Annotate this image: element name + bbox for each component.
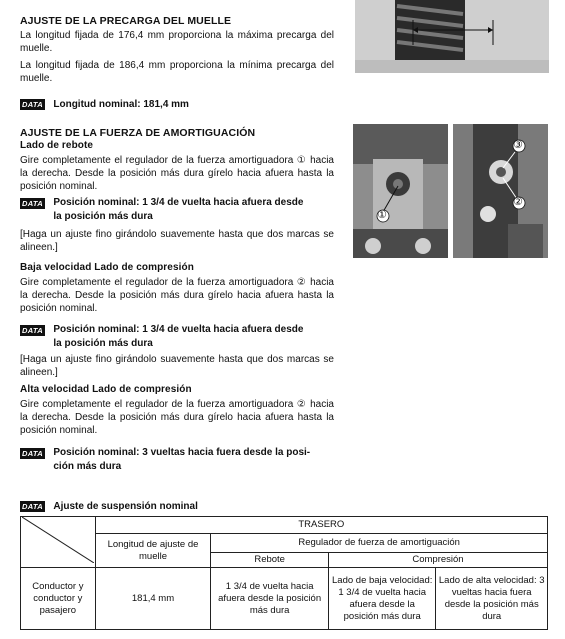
- alta-spec-line2: ción más dura: [53, 461, 122, 472]
- suspension-table: [20, 516, 548, 630]
- header-trasero: TRASERO: [95, 517, 547, 534]
- alta-spec-line1: Posición nominal: 3 vueltas hacia fuera desde la posi-: [53, 447, 311, 458]
- spring-photo: [355, 0, 549, 73]
- rebote-text: Gire completamente el regulador de la fuerza amortiguadora ① hacia la derecha. Desde la posición más dura gírelo hacia afuera hasta la posición nominal.: [20, 155, 334, 192]
- callout-1: ①: [377, 209, 387, 221]
- baja-text: Gire completamente el regulador de la fuerza amortiguadora ② hacia la derecha. Desde la posición más dura gírelo hacia afuera hasta la posición nominal.: [20, 277, 334, 314]
- spring-illustration: [355, 0, 549, 73]
- data-badge-icon: DATA: [22, 100, 43, 109]
- rebote-subtitle: Lado de rebote: [20, 140, 94, 151]
- diagonal-line: [22, 517, 94, 563]
- callout-3: ③: [513, 139, 523, 151]
- amortiguacion-title: AJUSTE DE LA FUERZA DE AMORTIGUACIÓN: [20, 127, 256, 139]
- precarga-text-2: La longitud fijada de 186,4 mm proporciona la mínima precarga del muelle.: [20, 60, 334, 84]
- data-badge-icon: DATA: [22, 326, 43, 335]
- precarga-spec-text: Longitud nominal: 181,4 mm: [53, 99, 189, 110]
- baja-spec-line2: la posición más dura: [53, 338, 153, 349]
- data-badge-icon: DATA: [22, 502, 43, 511]
- header-longitud: Longitud de ajuste de muelle: [95, 534, 211, 568]
- rebote-adjuster-illustration: [353, 124, 448, 258]
- callout-2: ②: [513, 196, 523, 208]
- alta-spec: [20, 446, 340, 474]
- cell-longitud: 181,4 mm: [95, 568, 211, 630]
- cell-alta: Lado de alta velocidad: 3 vueltas hacia fuera desde la posición más dura: [436, 568, 548, 630]
- precarga-title: AJUSTE DE LA PRECARGA DEL MUELLE: [20, 15, 232, 27]
- table-corner-cell: [21, 517, 96, 568]
- cell-baja: Lado de baja velocidad: 1 3/4 de vuelta hacia afuera desde la posición más dura: [328, 568, 435, 630]
- header-rebote: Rebote: [211, 553, 329, 568]
- compresion-adjuster-photo: [453, 124, 548, 258]
- precarga-spec: [20, 94, 189, 112]
- rebote-spec: [20, 196, 340, 224]
- tabla-title: Ajuste de suspensión nominal: [53, 501, 198, 512]
- alta-text: Gire completamente el regulador de la fuerza amortiguadora ② hacia la derecha. Desde la posición más dura gírelo hacia afuera hasta la posición nominal.: [20, 399, 334, 436]
- header-compresion: Compresión: [328, 553, 547, 568]
- alta-subtitle: Alta velocidad Lado de compresión: [20, 384, 192, 395]
- baja-spec: [20, 323, 340, 351]
- compresion-adjuster-illustration: [453, 124, 548, 258]
- baja-note: [Haga un ajuste fino girándolo suavemente hasta que dos marcas se alineen.]: [20, 354, 334, 378]
- baja-spec-line1: Posición nominal: 1 3/4 de vuelta hacia afuera desde: [53, 324, 304, 335]
- data-badge-icon: DATA: [22, 449, 43, 458]
- rebote-note: [Haga un ajuste fino girándolo suavemente hasta que dos marcas se alineen.]: [20, 229, 334, 253]
- precarga-text-1: La longitud fijada de 176,4 mm proporciona la máxima precarga del muelle.: [20, 30, 334, 54]
- rebote-spec-line2: la posición más dura: [53, 211, 153, 222]
- baja-subtitle: Baja velocidad Lado de compresión: [20, 262, 194, 273]
- tabla-heading: [20, 496, 198, 514]
- row-label: Conductor y conductor y pasajero: [21, 568, 96, 630]
- rebote-spec-line1: Posición nominal: 1 3/4 de vuelta hacia afuera desde: [53, 197, 304, 208]
- cell-rebote: 1 3/4 de vuelta hacia afuera desde la posición más dura: [211, 568, 329, 630]
- data-badge-icon: DATA: [22, 199, 43, 208]
- header-regulador: Regulador de fuerza de amortiguación: [211, 534, 548, 553]
- rebote-adjuster-photo: [353, 124, 448, 258]
